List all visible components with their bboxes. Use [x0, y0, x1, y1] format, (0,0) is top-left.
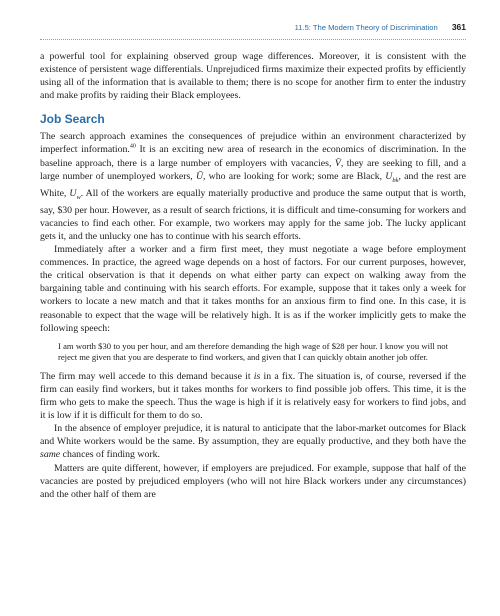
page-body [40, 50, 466, 501]
math-subscript: w [76, 193, 81, 201]
paragraph-job-search [40, 130, 466, 243]
text-run: In the absence of employer prejudice, it is natural to anticipate that the labor-market outcomes for Black and White workers would be the same. By assumption, they are equally productive, and they both have the [40, 423, 466, 448]
text-run: The search approach examines the consequences of prejudice within an environment characterized by imperfect information. [40, 131, 466, 156]
section-title: 11.5: The Modern Theory of Discrimination [294, 23, 438, 32]
page-number: 361 [451, 22, 466, 32]
text-run: in a fix. The situation is, of course, reversed if the firm can easily find workers, but it takes months for workers to find possible job offers. This time, it is the firm who gets to make the speech. Thus the wage is high if it is relatively easy for workers to find jobs, and it is low if it is difficult for them to do so. [40, 370, 466, 422]
text-run: , and the rest are White, [40, 170, 466, 199]
math-unemployed-white [69, 188, 80, 199]
math-unemployed: Ū [195, 170, 204, 182]
paragraph-continued: a powerful tool for explaining observed group wage differences. Moreover, it is consistent with the existence of persistent wage differentials. Unprejudiced firms maximize their expected profits by efficiently using all of the information that is available to them; there is no scope for another firm to enter the industry and make profits by raiding their Black employees. [40, 51, 466, 102]
text-run: . All of the workers are equally materially productive and produce the same output that is worth, say, $30 per hour. However, as a result of search frictions, it is difficult and time-consuming for workers and vacancies to find each other. For example, two workers may apply for the same job. The lucky applicant gets it, and the unlucky one has to continue with his search efforts. [40, 187, 466, 242]
text-run: It is an exciting new area of research in the economics of discrimination. In the baseline approach, there is a large number of employers with vacancies, [40, 144, 466, 169]
math-symbol: U [385, 170, 393, 182]
text-run: , they are seeking to fill, and a large number of unemployed workers, [40, 157, 467, 182]
footnote-ref[interactable]: 40 [129, 144, 136, 151]
text-run: The firm may well accede to this demand because it [40, 370, 254, 382]
paragraph-no-prejudice [40, 422, 466, 461]
paragraph-negotiation: Immediately after a worker and a firm first meet, they must negotiate a wage before employment commences. In practice, the agreed wage depends on a host of factors. For our current purposes, however, the critical observation is that it depends on what either party can expect on walking away from the bargaining table and continuing with his search efforts. For example, suppose that it takes only a week for workers to locate a new match and that it takes months for an anxious firm to find one. In this case, it is reasonable to expect that the wage will be relatively high. It is as if the worker implicitly gets to make the following speech: [40, 244, 466, 334]
emphasis: is [253, 370, 261, 382]
math-symbol: U [69, 187, 77, 199]
block-quote: I am worth $30 to you per hour, and am therefore demanding the high wage of $28 per hour. I know you will not reject me given that you are desperate to find workers, and given that I can quickly obtain another job offer. [58, 340, 448, 363]
section-heading: Job Search [40, 112, 105, 127]
paragraph-prejudice: Matters are quite different, however, if employers are prejudiced. For example, suppose that half of the vacancies are posted by prejudiced employers (who will not hire Black workers under any circumstances) and the other half of them are [40, 462, 466, 500]
header-divider [40, 39, 466, 40]
emphasis: same [40, 449, 61, 461]
math-subscript: bk [392, 176, 399, 184]
text-run: chances of finding work. [60, 449, 160, 461]
text-run: , who are looking for work; some are Black, [203, 170, 386, 182]
math-vacancies: V̄ [334, 157, 341, 169]
math-unemployed-black [385, 171, 398, 182]
running-header [40, 22, 466, 36]
paragraph-firm-response [40, 370, 466, 422]
